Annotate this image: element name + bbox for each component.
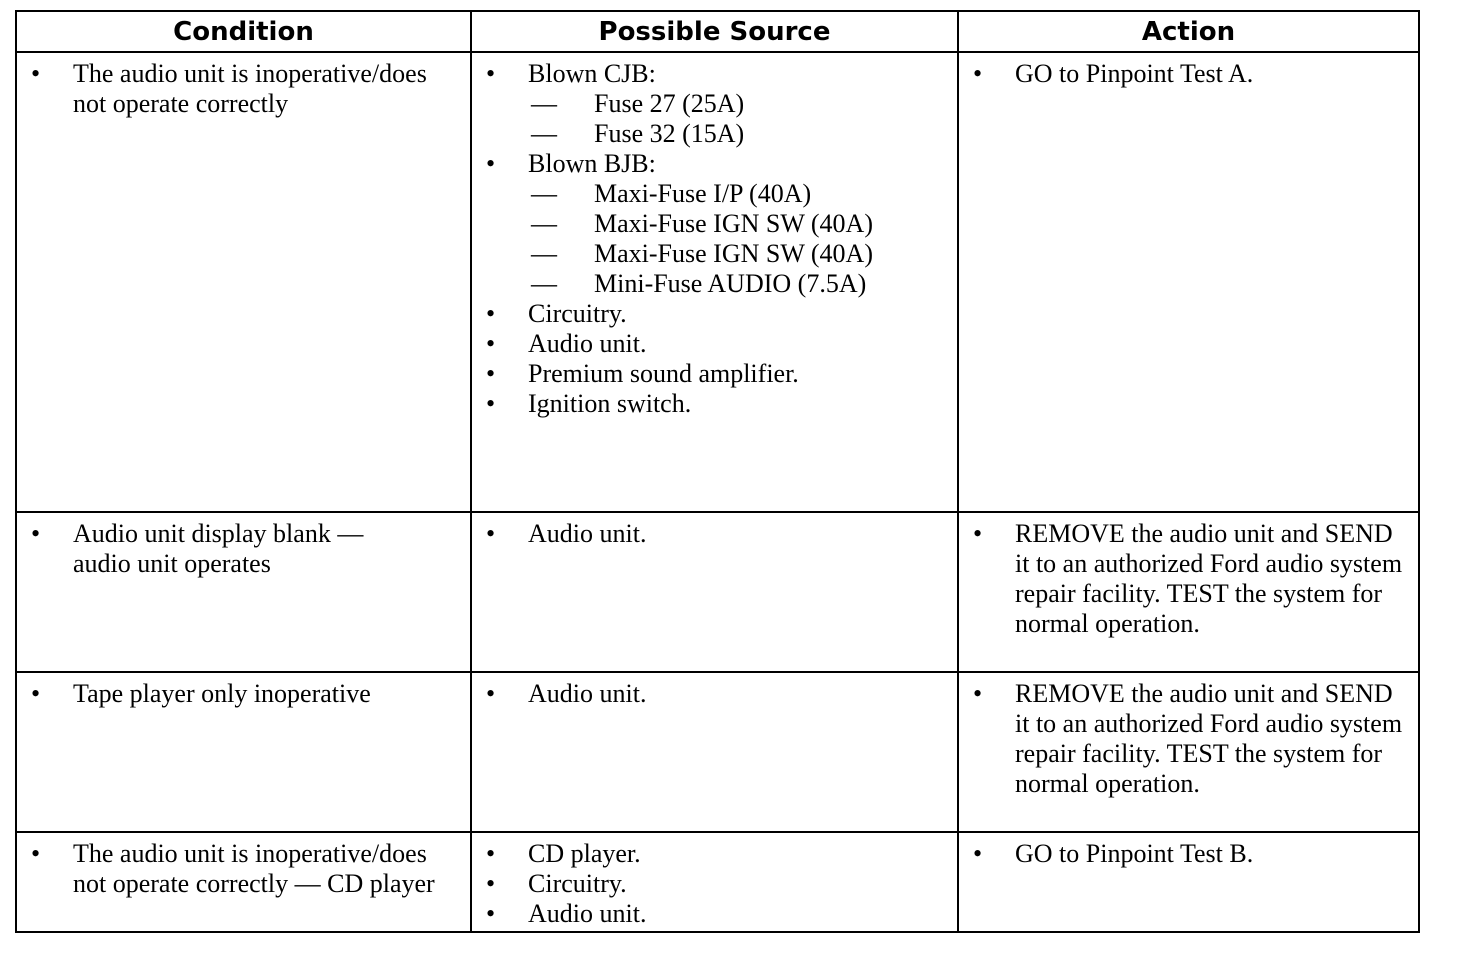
condition-text: • Audio unit display blank — audio unit operates — [17, 519, 460, 579]
action-text: • GO to Pinpoint Test A. — [959, 59, 1408, 89]
source-subitem: — Maxi-Fuse IGN SW (40A) — [528, 209, 947, 239]
source-item: • Audio unit. — [472, 329, 947, 359]
header-possible-source: Possible Source — [471, 11, 958, 52]
source-subitem: — Maxi-Fuse I/P (40A) — [528, 179, 947, 209]
action-cell — [958, 512, 1419, 672]
source-item: • Audio unit. — [472, 519, 947, 549]
table-row — [16, 512, 1419, 672]
table-row — [16, 672, 1419, 832]
source-item — [472, 149, 947, 299]
condition-cell — [16, 512, 471, 672]
source-subitem: — Fuse 27 (25A) — [528, 89, 947, 119]
source-item — [472, 59, 947, 149]
action-text: • GO to Pinpoint Test B. — [959, 839, 1408, 869]
source-cell — [471, 672, 958, 832]
source-cell — [471, 52, 958, 512]
source-cell — [471, 512, 958, 672]
condition-cell — [16, 832, 471, 932]
table-row — [16, 52, 1419, 512]
source-subitem: — Fuse 32 (15A) — [528, 119, 947, 149]
condition-cell — [16, 672, 471, 832]
header-row — [16, 11, 1419, 52]
source-item: • Premium sound amplifier. — [472, 359, 947, 389]
condition-text: • The audio unit is inoperative/does not operate correctly — [17, 59, 460, 119]
source-item-label: Blown BJB: — [528, 149, 656, 178]
action-cell — [958, 832, 1419, 932]
source-item: • Audio unit. — [472, 679, 947, 709]
condition-text: • Tape player only inoperative — [17, 679, 460, 709]
source-item: • CD player. — [472, 839, 947, 869]
action-cell — [958, 52, 1419, 512]
action-cell — [958, 672, 1419, 832]
symptom-chart-table — [15, 10, 1420, 933]
source-item: • Audio unit. — [472, 899, 947, 929]
source-cell — [471, 832, 958, 932]
source-subitem: — Maxi-Fuse IGN SW (40A) — [528, 239, 947, 269]
action-text: • REMOVE the audio unit and SEND it to an authorized Ford audio system repair facility. TEST the system for normal operation. — [959, 519, 1408, 639]
table-row — [16, 832, 1419, 932]
condition-cell — [16, 52, 471, 512]
source-item-label: Blown CJB: — [528, 59, 656, 88]
source-item: • Ignition switch. — [472, 389, 947, 419]
source-item: • Circuitry. — [472, 869, 947, 899]
header-condition: Condition — [16, 11, 471, 52]
condition-text: • The audio unit is inoperative/does not operate correctly — CD player — [17, 839, 460, 899]
action-text: • REMOVE the audio unit and SEND it to an authorized Ford audio system repair facility. TEST the system for normal operation. — [959, 679, 1408, 799]
header-action: Action — [958, 11, 1419, 52]
source-item: • Circuitry. — [472, 299, 947, 329]
source-subitem: — Mini-Fuse AUDIO (7.5A) — [528, 269, 947, 299]
